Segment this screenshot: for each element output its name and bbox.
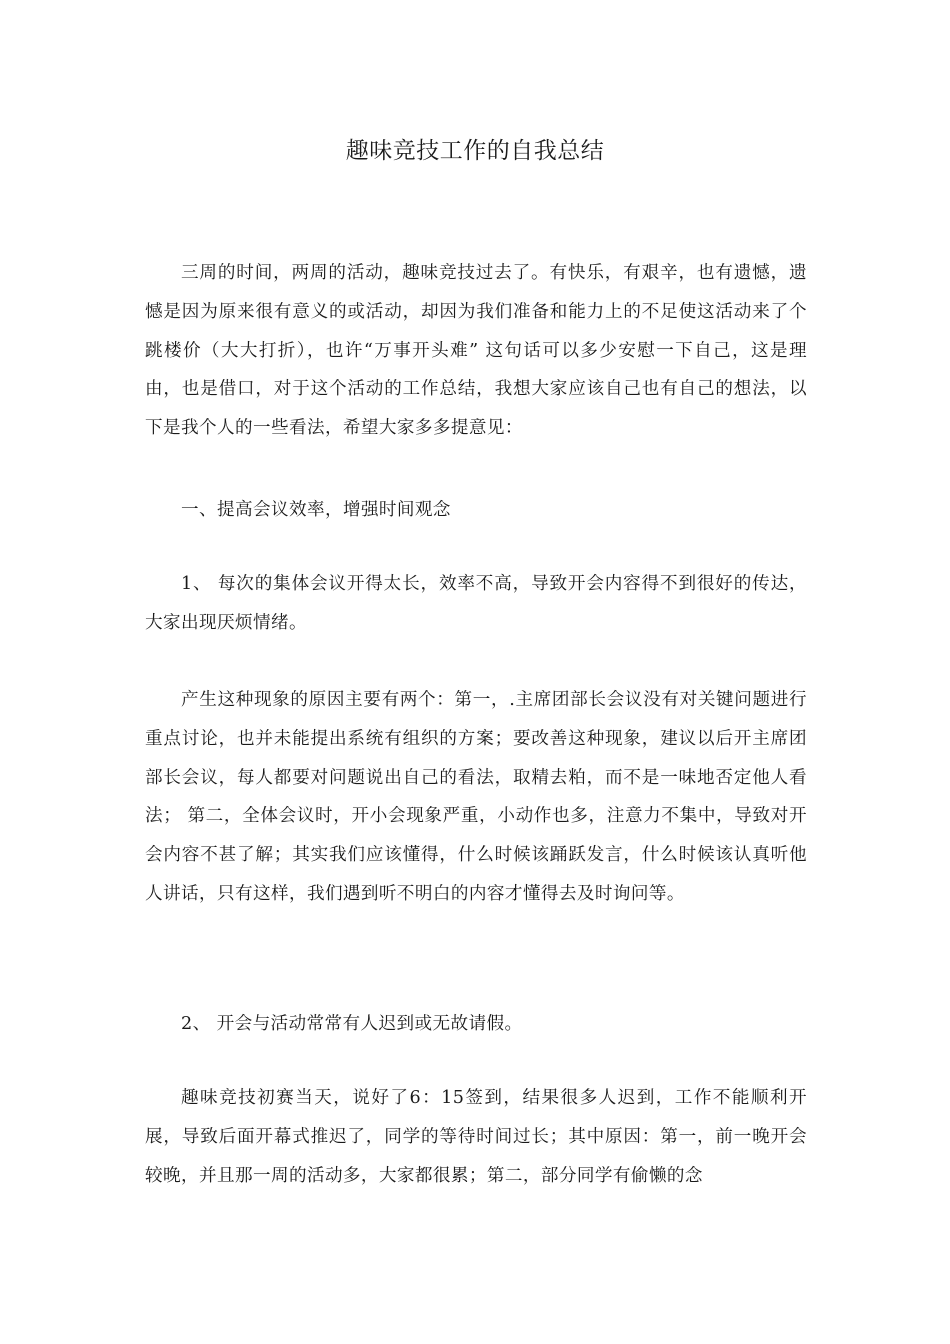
list-item-2-detail: 趣味竞技初赛当天，说好了6：15签到，结果很多人迟到，工作不能顺利开展，导致后面开幕式推迟了，同学的等待时间过长；其中原因：第一，前一晚开会较晚，并且那一周的活动多，大家都很累；第二，部分同学有偷懒的念 bbox=[145, 1088, 807, 1186]
list-item-2: 2、 开会与活动常常有人迟到或无故请假。 bbox=[181, 1014, 523, 1034]
document-title: 趣味竞技工作的自我总结 bbox=[345, 138, 605, 164]
list-item-1: 1、 每次的集体会议开得太长，效率不高，导致开会内容得不到很好的传达，大家出现厌烦情绪。 bbox=[145, 574, 807, 633]
section-heading-1: 一、提高会议效率，增强时间观念 bbox=[181, 500, 451, 520]
list-item-1-detail: 产生这种现象的原因主要有两个：第一，.主席团部长会议没有对关键问题进行重点讨论，也并未能提出系统有组织的方案；要改善这种现象，建议以后开主席团部长会议，每人都要对问题说出自己的看法，取精去粕，而不是一味地否定他人看法； 第二，全体会议时，开小会现象严重，小动作也多，注意力不集中，导致对开会内容不甚了解；其实我们应该懂得，什么时候该踊跃发言，什么时候该认真听他人讲话，只有这样，我们遇到听不明白的内容才懂得去及时询问等。 bbox=[145, 690, 807, 904]
intro-paragraph: 三周的时间，两周的活动，趣味竞技过去了。有快乐，有艰辛，也有遗憾，遗憾是因为原来很有意义的或活动，却因为我们准备和能力上的不足使这活动来了个跳楼价（大大打折），也许“万事开头难” 这句话可以多少安慰一下自己，这是理由，也是借口，对于这个活动的工作总结，我想大家应该自己也有自己的想法，以下是我个人的一些看法，希望大家多多提意见： bbox=[145, 263, 807, 439]
